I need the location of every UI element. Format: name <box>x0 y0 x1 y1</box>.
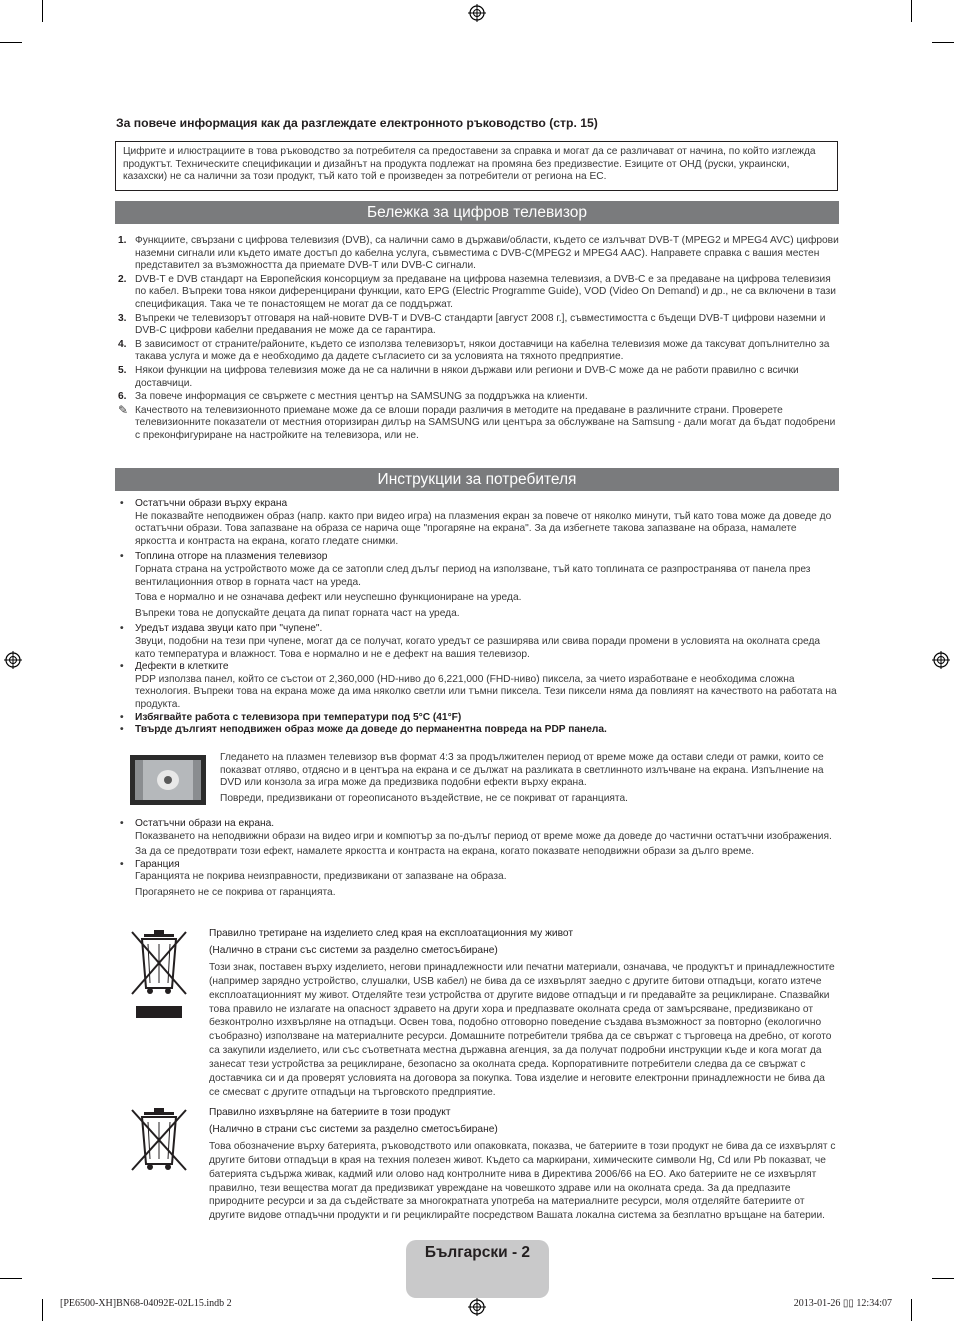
bullet-title: Гаранция <box>135 858 180 870</box>
user-instructions-continued <box>118 818 840 900</box>
numbered-item: 6. За повече информация се свържете с местния център на SAMSUNG за поддръжка на клиенти. <box>118 391 588 403</box>
digital-tv-notes <box>118 235 840 443</box>
bullet-item: • Остатъчни образи върху екрана Не показвайте неподвижен образ (напр. както при видео игра) на плазмения екран за повече от няколко минути, тъй като това може да доведе до остатъчни образи. Това запазване на образа се нарича още "прогаряне на екрана". За да избегнете такова запазване на образа, намалете яркостта и контраста на екрана, когато гледате снимки. <box>118 498 840 548</box>
section-title-digital-tv: Бележка за цифров телевизор <box>115 201 839 224</box>
registration-mark-icon <box>4 651 22 669</box>
battery-notice <box>209 1106 836 1223</box>
footer-datetime: 2013-01-26 ▯▯ 12:34:07 <box>793 1298 892 1309</box>
tv-screen-image <box>130 755 206 805</box>
bullet-item: • Дефекти в клетките PDP използва панел, който се състои от 2,360,000 (HD-ниво до 6,221,000 (FHD-ниво) пиксела, за чието изработване е необходима сложна технология. Въпреки това на екрана може да има няколко светли или тъмни пиксела. Тези пиксели няма да повлияят на качеството на работата на продукта. <box>118 661 840 711</box>
crop-mark <box>42 1299 43 1321</box>
crop-mark <box>932 1278 954 1279</box>
crop-mark <box>911 1299 912 1321</box>
registration-mark-icon <box>468 4 486 22</box>
note-text: Качеството на телевизионното приемане може да се влоши поради различия в методите на предаване в различните страни. Проверете телевизионните показатели от местния оторизиран дилър на SAMSUNG или центъра за обслужване на Samsung - дали могат да бъдат подобрени с преконфигуриране на настройките на телевизора, или не. <box>135 404 836 441</box>
crossed-battery-bin-icon <box>128 1106 190 1172</box>
pencil-note-icon: ✎ <box>118 402 129 417</box>
bullet-title: Уредът издава звуци като при "чупене". <box>135 623 323 635</box>
weee-title: Правилно третиране на изделието след края на експлоатационния му живот <box>209 928 574 939</box>
bullet-title: Топлина отгоре на плазмения телевизор <box>135 551 328 563</box>
numbered-item: 2. DVB-T е DVB стандарт на Европейския консорциум за предаване на цифрова наземна телевизия, а DVB-C е за предаване на цифрова телевизия по кабел. Въпреки това някои диференцирани функции, като EPG (Electric Programme Guide), VOD (Video On Demand) и др., не са включени в тази спецификация. Така че те понастоящем не могат да се поддържат. <box>118 273 836 310</box>
disclaimer-box <box>115 141 838 191</box>
crop-mark <box>0 42 22 43</box>
bullet-item: • Топлина отгоре на плазмения телевизор Горната страна на устройството може да се затопли след дълъг период на използване, тъй като топлината се разпространява от панела през вентилационния отвор в горната част на уреда. Това е нормално и не означава дефект или неуспешно функциониране на уреда. Въпреки това не допускайте децата да пипат горната част на уреда. <box>118 551 840 620</box>
battery-title: Правилно изхвърляне на батериите в този продукт <box>209 1107 451 1118</box>
bullet-item: • Остатъчни образи на екрана. Показването на неподвижни образи на видео игри и компютър за по-дълъг период от време може да доведе до частични остатъчни изображения. За да се предотврати този ефект, намалете яркостта и контраста на екрана, когато показвате неподвижни образи за дълго време. <box>118 818 840 859</box>
crop-mark <box>911 0 912 22</box>
bullet-title: Остатъчни образи на екрана. <box>135 818 275 829</box>
page-number: Български - 2 <box>424 1244 531 1261</box>
bullet-item: • Гаранция Гаранцията не покрива неизправности, предизвикани от запазване на образа. Прогарянето не се покрива от гаранцията. <box>118 859 840 900</box>
bullet-item: • Избягвайте работа с телевизора при температури под 5°C (41°F) <box>120 711 462 723</box>
intro-text: За повече информация как да разглеждате електронното ръководство (стр. 15) <box>116 116 598 130</box>
note <box>118 402 840 443</box>
user-instructions <box>118 498 840 737</box>
bullet-title: Дефекти в клетките <box>135 661 229 673</box>
crop-mark <box>932 42 954 43</box>
battery-subtitle: (Налично в страни със системи за разделно сметосъбиране) <box>209 1123 498 1135</box>
numbered-item: 3. Въпреки че телевизорът отговаря на най-новите DVB-T и DVB-C стандарти [август 2008 г.], съвместимостта с бъдещи DVB-T цифрови наземни и DVB-C цифрови кабелни предавания не може да се гарантира. <box>118 312 826 337</box>
bullet-item: • Уредът издава звуци като при "чупене". Звуци, подобни на тези при чупене, могат да се получат, когато уредът се разширява или свива поради промени в условията на околната среда като температура и влажност. Това е нормално и не е дефект на вашия телевизор. <box>118 623 840 661</box>
weee-subtitle: (Налично в страни със системи за разделно сметосъбиране) <box>209 944 498 956</box>
image-description: Гледането на плазмен телевизор във формат 4:3 за продължителен период от време може да остави следи от рамки, които се показват отляво, отдясно и в центъра на екрана и се дължат на разликата в светлинното излъчване на екрана. Изпълнение на DVD или конзола за игра може да предизвика подобни ефекти върху екрана. Повреди, предизвикани от гореописаното въздействие, не се покриват от гаранцията. <box>220 752 824 804</box>
crossed-bin-icon <box>128 928 190 1020</box>
numbered-item: 1. Функциите, свързани с цифрова телевизия (DVB), са налични само в държави/области, където се излъчват DVB-T (MPEG2 и MPEG4 AVC) цифрови наземни сигнали или където имате достъп до кабелна услуга, съвместима с DVB-C(MPEG2 и MPEG4 AAC). Направете справка с вашия местен представител за възможността да приемате DVB-T или DVB-C сигнали. <box>118 235 839 272</box>
battery-text: Това обозначение върху батерията, ръководството или опаковката, показва, че батериите в този продукт не бива да се изхвърлят с другите битови отпадъци в края на техния полезен живот. Където са маркирани, химическите символи Hg, Cd или Pb показват, че батерията съдържа живак, кадмий или олово над контролните нива в Директива 2006/66 на ЕО. Ако батериите не се изхвърлят правилно, тези вещества могат да предизвикат увреждане на човешкото здраве или на околната среда. За да предпазите природните ресурси и за да съдействате за многократната употреба на материалните ресурси, моля отделяйте батериите от другите видове отпадъчни продукти и ги рециклирайте посредством Вашата локална система за безплатно връщане на батерии. <box>209 1140 836 1222</box>
crop-mark <box>0 1278 22 1279</box>
numbered-item: 5. Някои функции на цифрова телевизия може да не са налични в някои държави или региони и DVB-C може да не работи правилно с всички доставчици. <box>118 364 799 389</box>
disclaimer-text: Цифрите и илюстрациите в това ръководство за потребителя са предоставени за справка и могат да се различават от начина, по който изглежда продуктът. Техническите спецификации и дизайнът на продукта подлежат на промяна без предизвестие. Езиците от ОНД (руски, украински, казахски) не са налични за този продукт, тъй като той е произведен за потребители от региона на ЕС. <box>123 146 816 183</box>
weee-text: Този знак, поставен върху изделието, негови принадлежности или печатни материали, означава, че продуктът и принадлежностите (например зарядно устройство, слушалки, USB кабел) не бива да се изхвърлят заедно с другите битови отпадъци, когато изтече експлоатационният му живот. Отделяйте тези устройства от другите видове отпадъци и ги предавайте за рециклиране. Спазвайки това правило не излагате на опасност здравето на други хора и предпазвате околната среда от замърсяване, предизвикано от безконтролно изхвърляне на отпадъци. Освен това, подобно отговорно поведение създава възможност за повторно (екологично съобразно) използване на материалните ресурси. Домашните потребители трябва да се свържат с търговеца на дребно, от когото са закупили изделието, или със съответната местна държавна агенция, за да получат подробни инструкции къде и кога могат да занесат тези устройства за рециклиране, безопасно за околната среда. Корпоративните потребители следва да се свържат с доставчика си и да проверят условията на договора за покупка. Това изделие и неговите електронни принадлежности не бива да се смесват с другите отпадъци на търговското предприятие. <box>209 961 835 1098</box>
crop-mark <box>42 0 43 22</box>
section-title-user-instructions: Инструкции за потребителя <box>115 468 839 491</box>
footer-filename: [PE6500-XH]BN68-04092E-02L15.indb 2 <box>60 1298 232 1309</box>
bullet-title: Остатъчни образи върху екрана <box>135 498 288 509</box>
weee-notice <box>209 927 836 1100</box>
numbered-item: 4. В зависимост от страните/районите, където се използва телевизорът, някои доставчици на кабелна телевизия може да таксуват допълнително за такава услуга и може да е необходимо да дадете съгласието си за условията на тяхното предприятие. <box>118 338 830 363</box>
registration-mark-icon <box>468 1298 486 1316</box>
registration-mark-icon <box>932 651 950 669</box>
bullet-item: • Твърде дългият неподвижен образ може да доведе до перманентна повреда на PDP панела. <box>120 724 607 736</box>
